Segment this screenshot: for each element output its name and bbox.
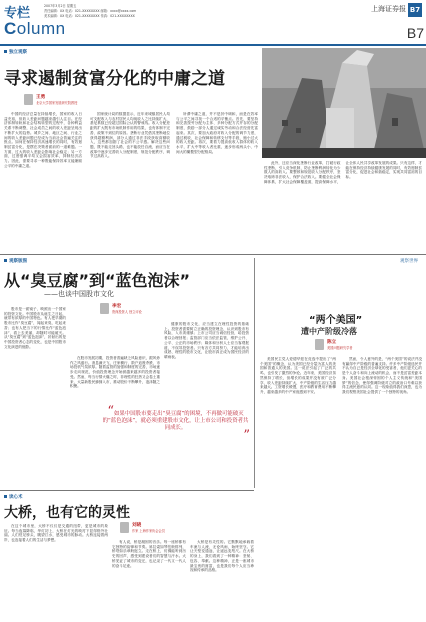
article-2-column-1: 股市是一面镜子，映照出一个国家的投资文化。中国股市从诞生之日起，就带有浓厚的中国特色。有人把早期的股市比作“臭豆腐”，闻起来臭，吃起来香；也有人把当下的行情比作“蓝色泡沫”，看上去美丽，却随时可能破灭。从“臭豆腐”到“蓝色泡沫”，折射出的是中国投资者心态的变化，也是中国股市文化演进的缩影。 [4,307,66,349]
quote-open-icon: “ [107,404,115,419]
article-2-column-2: 在股市发展初期，投资者普遍缺乏风险意识，跟风炒作之风盛行。消息满天飞，庄家横行，散户追涨杀跌，市场投机气氛浓厚。随着监管的加强和制度的完善，市场逐步走向规范，价值投资理念开始被越来越多的投资者接受。然而，每当行情火爆之时，非理性的狂热又会卷土重来，大量新股民蜂拥入市，推动股价不断攀升，泡沫随之积聚。 [70,356,160,389]
article-4-column-1: 在这个城市里，大桥不仅仅是交通的纽带，更是城市的象征。每当夜幕降临，华灯初上，大桥在灯光的映衬下显得格外壮丽。人们驻足桥头，眺望江水，感受城市的脉动。大桥连接着两岸，也连接着人们的生活与梦想。 [4,524,108,543]
pull-quote [101,404,250,443]
article-3-subtitle: 遭中产阶级冷落 [301,327,357,336]
section-label: 专栏 [4,6,31,21]
article-4-column-3: 大桥是有灵性的。它默默地承载着车流与人流，无论风雨，始终坚守。它让天堑变通途，让遥远变咫尺。在大桥的身上，我们看到了一种精神：坚韧、包容、奉献。这种精神，正是一座城市最宝贵的财富，也是我们每个人应当珍视和传承的品格。 [190,540,254,573]
author-affiliation: 作家 上海作家协会会员 [132,529,165,533]
editor-contact: 责任编辑：XX 电话：021-XXXXXXXX 邮箱：xxxx@xxxx.com [44,9,137,13]
page-number-badge: B7 [408,3,422,17]
article-4-column-2: 有人说，桥是凝固的音乐。每一座桥都有它独特的韵律和节奏。斜拉索如琴弦般排列，桥塔如乐章般挺立。走在桥上，仿佛能听到历史的回声，感受到建设者们的智慧与汗水。大桥见证了城市的变迁，也记录了一代又一代人的奋斗足迹。 [112,540,186,568]
article-4-title[interactable]: 大桥，也有它的灵性 [4,505,130,521]
quote-close-icon: ” [243,428,250,443]
section-tag-independent: 独立观察 [4,49,27,55]
article-1-column-1: 中国的经济总量在持续增长，国家的收入日益充裕，但收入差距问题越来越引人注目。在经济体制转轨和社会结构转型的过程中，各种利益关系不断调整，社会成员之间的收入差距呈现出不断扩大的趋势。城乡之间、地区之间、行业之间的收入差距问题已经成为当前社会普遍关注的焦点。如何在保持经济高速增长的同时，有效遏制贫富分化，是摆在决策者面前的一道难题。一方面，过大的收入差距会影响社会稳定；另一方面，过度强调平均又会损害效率，抑制经济活力。因此，需要寻求一种既能保持效率又能兼顾公平的中庸之道。 [4,112,82,168]
article-1-column-4: 此外，还应当深化垄断行业改革，打破行政性垄断，引入竞争机制，防止垄断利润转化为少数人的高收入。要整顿和规范收入分配秩序，坚决取缔非法收入，保护合法收入。要健全社会保障体系，扩大社会保障覆盖面，提高保障水平，让全体人民共享改革发展的成果。只有这样，才能在保持经济持续健康发展的同时，有效遏制贫富分化，促进社会和谐稳定，实现共同富裕的目标。 [264,161,422,184]
author-name: 王勇 [36,95,46,100]
article-3-column-2: 然而，令人意外的是，“两个美国”的说法并没有赢得中产阶级的普遍支持。许多中产阶级选民并不认为自己是经济全球化的受害者，他们更关心的是个人奋斗和向上流动的机会，而不是贫富差距本身。美国社会根深蒂固的个人主义传统和“美国梦”的信念，使得强调阶级对立的政治口号难以获得主流民意的认同。这一现象值得我们深思，也为我们观察美国社会提供了一个独特的视角。 [342,357,422,394]
section-tag-world: 观察世界 [400,259,418,264]
section-tag-view: 观察版图 [4,258,27,264]
header-meta [44,4,136,19]
author-affiliation: 美国问题研究学者 [327,346,353,350]
section-divider [0,254,426,255]
author-avatar [315,339,324,350]
article-3-title[interactable]: “两个美国” [309,315,363,326]
author-name: 李宏 [112,304,122,309]
section-divider-2 [0,490,254,491]
author-affiliation: 北京大学国家发展研究院教授 [36,101,78,105]
header-rule [0,44,426,46]
page-number: B7 [406,25,424,41]
author-avatar [100,303,109,314]
author-avatar [120,522,129,533]
issue-date: 2007年3月2日 星期五 [44,4,77,8]
article-1-title[interactable]: 寻求遏制贫富分化的中庸之道 [4,69,225,89]
article-2-column-3: 健康的股市文化，应当建立在理性投资的基础上。投资者需要树立正确的投资理念，认识到股市有风险，入市须谨慎；上市公司应当诚信经营，给投资者以合理回报；监管部门应当依法监管，维护公开、公平、公正的市场秩序；媒体和分析人士应当客观报道，不误导投资者。只有各方共同努力，才能培育出成熟、理性的股市文化，让股市真正成为国民经济的晴雨表。 [164,322,249,359]
author-affiliation: 资深投资人 独立评论 [112,310,142,314]
author-name: 刘晓 [132,523,142,528]
designer-contact: 美术编辑：XX 电话：021-XXXXXXXX 传真：021-XXXXXXXX [44,14,135,18]
author-name: 陈立 [327,340,337,345]
column-logo [4,19,66,39]
illustration-photo [262,48,426,158]
article-3-column-1: 美国民主党人爱德华兹在竞选中提出了“两个美国”的概念，认为美国已经分裂为富人的美国和普通人的美国。这一说法引起了广泛的共鸣，也引发了激烈的争论。近年来，美国经济虽然保持了增长，但增长的成果并没有被广泛分享，收入差距持续扩大，中产阶级的生活压力越来越大。工资增长缓慢，医疗和教育费用不断攀升，越来越多的中产家庭感到不安。 [260,357,336,394]
author-avatar [24,94,33,105]
article-1-column-3: 所谓中庸之道，并不是折中调和，而是在效率与公平之间寻找一个合适的平衡点。首先，要坚持和完善按劳分配为主体、多种分配方式并存的分配制度，鼓励一部分人通过诚实劳动和合法经营先富起来。其次，要加大政府对收入分配的调节力度，通过税收、社会保障和转移支付等手段，缩小过大的收入差距。再次，要着力提高低收入群体的收入水平，扩大中等收入者比重，逐步形成两头小、中间大的橄榄型分配格局。 [176,112,258,154]
column-logo-rest: olumn [16,19,66,38]
pull-quote-text: 如果中国股市要走出“臭豆腐”的困境，不再做可能破灭的“蓝色泡沫”，就必须重建股市文化，让上市公司和投资者共同成长。 [102,411,249,431]
section-tag-mind: 读心术 [4,494,23,500]
column-logo-initial: C [4,19,17,38]
article-2-subtitle: ——也谈中国股市文化 [44,290,114,298]
article-1-column-2: 国家统计局的数据显示，近年来城镇居民人均可支配收入与农村居民人均纯收入之比持续扩大，基尼系数已经超过国际公认的警戒线。收入分配差距的扩大既有市场机制作用的结果，也有体制不完善、政策不到位的原因。垄断行业凭借其垄断地位获得超额利润，部分人通过非法手段获取高额收入，这些都加剧了社会的不公平感。解决这些问题，既不能走回头路，也不能放任自流，而应当在改革中逐步完善收入分配制度，规范分配秩序，调节过高收入。 [90,112,170,159]
page-header [0,0,426,44]
paper-name: 上海证券报 [371,5,406,13]
article-2-title[interactable]: 从“臭豆腐”到“蓝色泡沫” [4,271,191,290]
illustration-image [262,48,426,158]
column-divider [254,258,255,488]
